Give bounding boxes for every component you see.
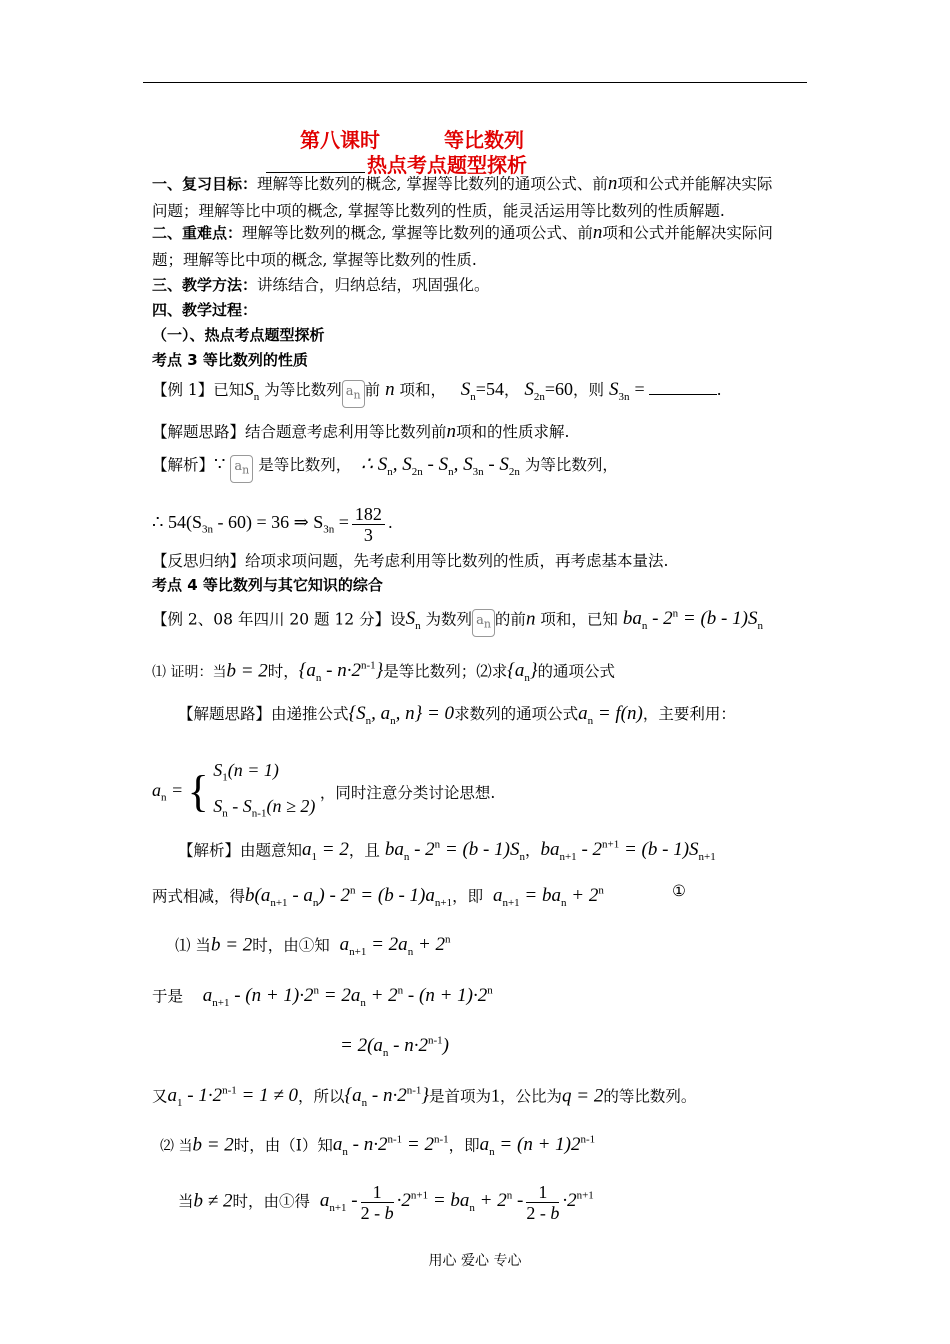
subsection-heading: （一）、热点考点题型探析: [152, 326, 325, 344]
example2-line: 【例 2、08 年四川 20 题 12 分】设$S_n$ 为数列 $a_n$ 的前n 项和，已知 $ba_n - 2^n = (b - 1)S_n$: [152, 603, 763, 637]
example2-think: 【解题思路】由递推公式{$S_n$, $a_n$, n} = 0求数列的通项公式$a_n = f(n)$，主要利用：: [178, 703, 736, 727]
piecewise-formula: $a_n$ = { $S_1(n = 1)$ $S_n - S_{n-1}(n \ge 2)$ ，同时注意分类讨论思想.: [152, 760, 496, 820]
solution-line-7: ⑵ 当b = 2时，由（Ⅰ）知$a_n - n\cdot 2^{n-1} = 2^{n-1}$，即$a_n = (n + 1)2^{n-1}$: [160, 1134, 596, 1159]
title-subtitle: 热点考点题型探析: [367, 153, 527, 177]
example1-calculation: ∴ $54(S_{3n} - 60) = 36$ ⇒ $S_{3n}$ = $\frac{182}{3}$ .: [152, 503, 393, 545]
solution-line-8: 当b ≠ 2时，由①得 $a_{n+1}$ - $\frac{1}{2 - b}$ $\cdot 2^{n+1} = ba_n + 2^n$ - $\frac{1}{2 - b}$ $\cdot 2^{n+1}$: [178, 1181, 594, 1223]
sequence-brace: $a_n$: [342, 380, 365, 408]
solution-line-4: 于是 $a_{n+1} - (n + 1)\cdot 2^n = 2a_n + 2^n - (n + 1)\cdot 2^n$: [152, 985, 493, 1010]
goal-line-1: 一、复习目标：理解等比数列的概念, 掌握等比数列的通项公式、前n项和公式并能解决实际: [152, 173, 773, 194]
goal-line-2: 问题；理解等比中项的概念, 掌握等比数列的性质，能灵活运用等比数列的性质解题.: [152, 202, 725, 220]
header-rule: [143, 82, 807, 83]
example1-review: 【反思归纳】给项求项问题，先考虑利用等比数列的性质，再考虑基本量法.: [152, 552, 669, 570]
kaodian4-heading: 考点 4 等比数列与其它知识的综合: [152, 576, 383, 594]
example1-think: 【解题思路】结合题意考虑利用等比数列前n项和的性质求解.: [152, 421, 570, 442]
method-line: 三、教学方法：讲练结合，归纳总结，巩固强化。: [152, 276, 490, 294]
page-footer: 用心 爱心 专心: [428, 1253, 522, 1269]
solution-line-2: 两式相减，得$b(a_{n+1} - a_n) - 2^n = (b - 1)a_{n+1}$，即 $a_{n+1} = ba_n + 2^n$: [152, 885, 604, 910]
goal-label: 一、复习目标：: [152, 175, 258, 193]
title-topic: 等比数列: [444, 128, 524, 152]
example1-solution: 【解析】∵ $a_n$ 是等比数列， ∴ $S_n$, $S_{2n} - S_n$, $S_{3n} - S_{2n}$ 为等比数列，: [152, 453, 618, 483]
result-fraction: $\frac{182}{3}$: [352, 504, 385, 545]
process-heading: 四、教学过程：: [152, 301, 258, 319]
key-label: 二、重难点：: [152, 224, 243, 242]
answer-blank: [649, 394, 717, 395]
solution-line-5: = $2(a_n - n\cdot 2^{n-1})$: [340, 1035, 449, 1060]
solution-line-1: 【解析】由题意知$a_1 = 2$，且 $ba_n - 2^n = (b - 1)S_n$，$ba_{n+1} - 2^{n+1} = (b - 1)S_{n+1}$: [178, 839, 716, 864]
solution-line-6: 又$a_1 - 1\cdot 2^{n-1} = 1 \ne 0$，所以$\{a_n - n\cdot 2^{n-1}\}$是首项为1，公比为q = 2的等比数列。: [152, 1085, 697, 1110]
example1-line: 【例 1】已知$S_n$ 为等比数列 $a_n$ 前 n 项和， $S_n=54$， $S_{2n}=60$，则 $S_{3n}$ = .: [152, 378, 722, 408]
key-line-2: 题；理解等比中项的概念, 掌握等比数列的性质.: [152, 251, 477, 269]
key-line-1: 二、重难点：理解等比数列的概念, 掌握等比数列的通项公式、前n项和公式并能解决实际问: [152, 222, 773, 243]
solution-line-3: ⑴ 当b = 2时，由①知 $a_{n+1} = 2a_n + 2^n$: [175, 934, 451, 959]
title-lesson: 第八课时: [300, 128, 380, 152]
example2-question: ⑴ 证明：当b = 2时，$\{a_n - n\cdot 2^{n-1}\}$是等比数列；⑵求$\{a_n\}$的通项公式: [152, 660, 616, 685]
equation-marker-1: ①: [672, 882, 686, 900]
kaodian3-heading: 考点 3 等比数列的性质: [152, 351, 308, 369]
method-label: 三、教学方法：: [152, 276, 258, 294]
